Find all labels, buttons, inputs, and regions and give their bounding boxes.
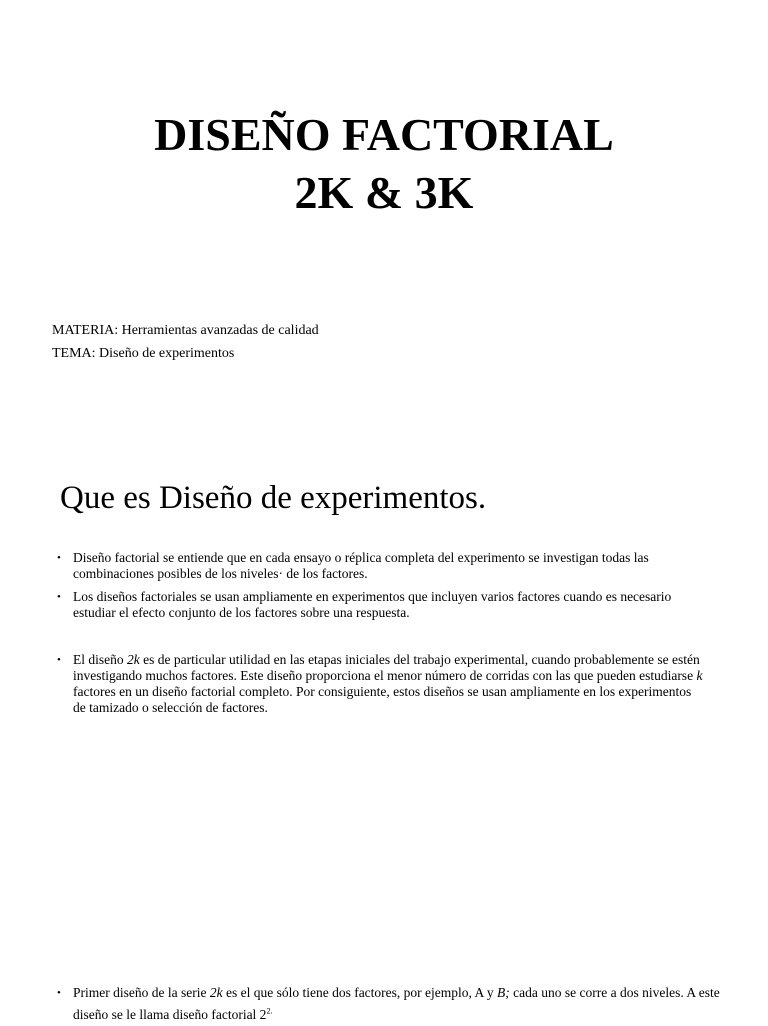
italic-run: k <box>696 668 703 683</box>
text-run: cada uno se corre a dos niveles. A este diseño se le llama diseño factorial 2 <box>73 985 720 1022</box>
text-run: factores en un diseño factorial completo. Por consiguiente, estos diseños se usan ampliamente en los experimentos de tamizado o selección de factores. <box>73 684 692 715</box>
bullet-text <box>73 985 720 1022</box>
bullet-icon: • <box>57 591 61 603</box>
text-run: Primer diseño de la serie <box>73 985 210 1000</box>
text-run: El diseño <box>73 652 127 667</box>
tema-line: TEMA: Diseño de experimentos <box>52 346 235 361</box>
bullet-text: Los diseños factoriales se usan ampliamente en experimentos que incluyen varios factores cuando es necesario estudiar el efecto conjunto de los factores sobre una respuesta. <box>73 589 672 620</box>
title-line-1: DISEÑO FACTORIAL <box>154 109 614 160</box>
bullet-item <box>57 589 707 621</box>
italic-run: B; <box>497 985 510 1000</box>
bullet-item <box>57 652 707 716</box>
bullet-item <box>57 982 737 1026</box>
materia-line: MATERIA: Herramientas avanzadas de calidad <box>52 323 319 338</box>
title-line-2: 2K & 3K <box>294 167 474 218</box>
italic-run: 2k <box>127 652 140 667</box>
bullet-text: Diseño factorial se entiende que en cada ensayo o réplica completa del experimento se investigan todas las combinaciones posibles de los niveles· de los factores. <box>73 550 649 581</box>
document-title <box>0 106 768 222</box>
bullet-item <box>57 550 707 582</box>
text-run: es el que sólo tiene dos factores, por ejemplo, A y <box>222 985 498 1000</box>
italic-run: 2k <box>209 985 223 1000</box>
bullet-icon: • <box>57 654 61 666</box>
superscript: 2. <box>266 1006 273 1016</box>
bullet-icon: • <box>57 552 61 564</box>
bullet-text <box>73 652 702 715</box>
section-title: Que es Diseño de experimentos. <box>60 480 487 516</box>
meta-info <box>52 319 319 365</box>
text-run: es de particular utilidad en las etapas iniciales del trabajo experimental, cuando probablemente se estén investigando muchos factores. Este diseño proporciona el menor número de corridas con las que pueden estudiarse <box>73 652 700 683</box>
bullet-icon: • <box>57 987 61 999</box>
